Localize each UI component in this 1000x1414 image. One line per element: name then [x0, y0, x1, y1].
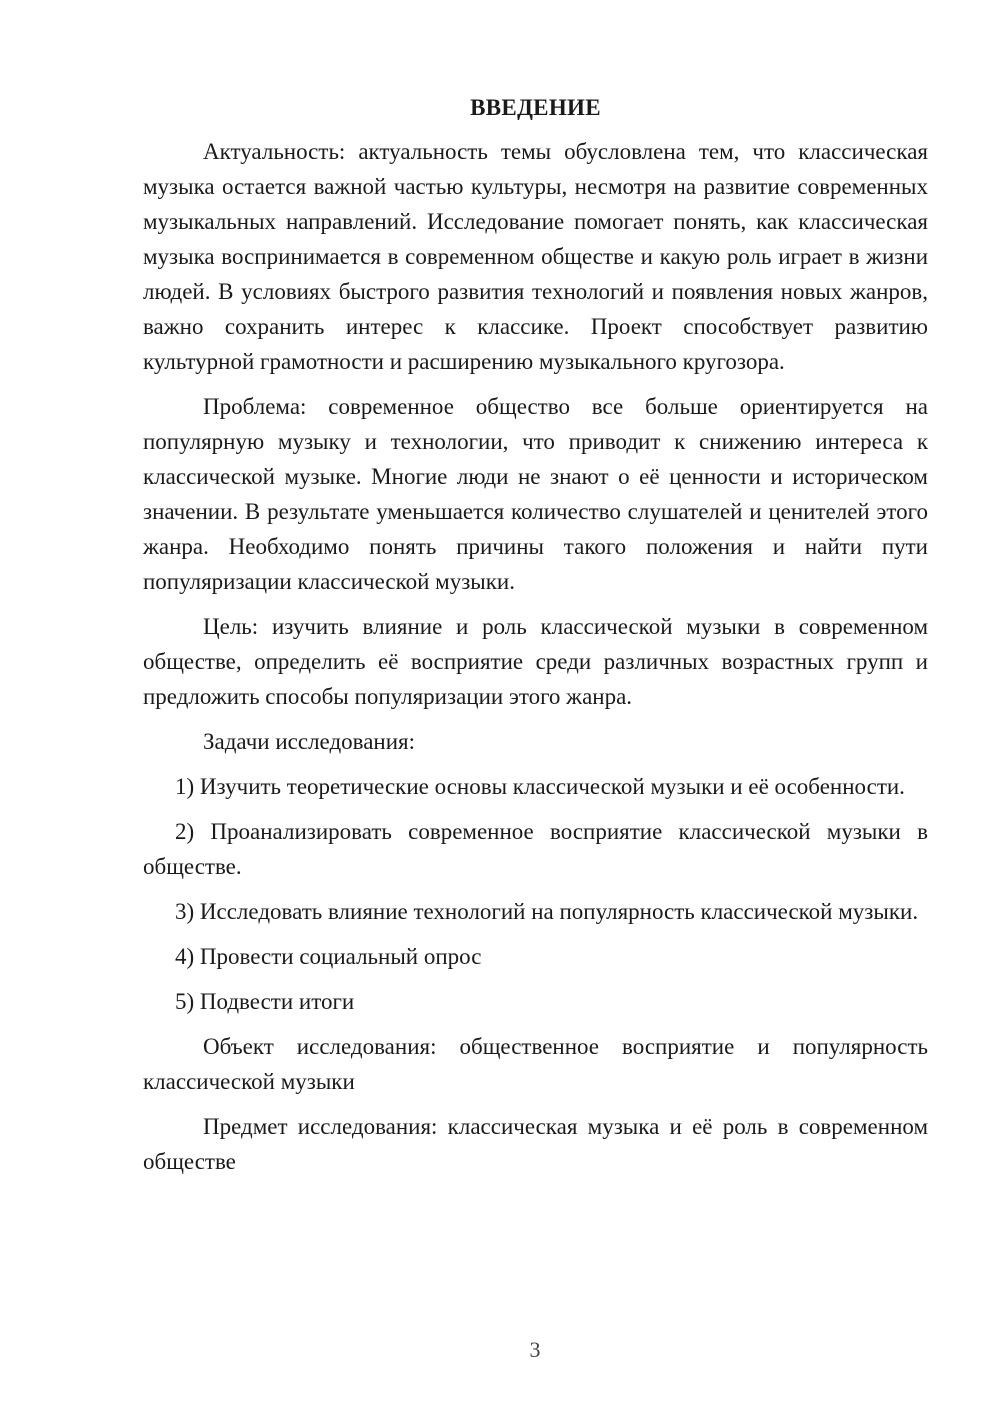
task-item-3: 3) Исследовать влияние технологий на популярность классической музыки.	[175, 899, 919, 924]
page-number: 3	[529, 1337, 541, 1362]
tasks-list	[143, 769, 928, 1019]
task-item-5: 5) Подвести итоги	[175, 989, 355, 1014]
subject-paragraph: Предмет исследования: классическая музыка и её роль в современном обществе	[143, 1114, 928, 1174]
problem-paragraph: Проблема: современное общество все больше ориентируется на популярную музыку и технологии, что приводит к снижению интереса к классической музыке. Многие люди не знают о её ценности и историческом значении. В результате уменьшается количество слушателей и ценителей этого жанра. Необходимо понять причины такого положения и найти пути популяризации классической музыки.	[143, 394, 928, 594]
section-heading: ВВЕДЕНИЕ	[470, 95, 601, 120]
object-paragraph: Объект исследования: общественное восприятие и популярность классической музыки	[143, 1034, 928, 1094]
tasks-title: Задачи исследования:	[203, 729, 416, 754]
task-item-4: 4) Провести социальный опрос	[175, 944, 482, 969]
goal-paragraph: Цель: изучить влияние и роль классической музыки в современном обществе, определить её восприятие среди различных возрастных групп и предложить способы популяризации этого жанра.	[143, 614, 928, 709]
task-item-2: 2) Проанализировать современное восприятие классической музыки в обществе.	[143, 819, 928, 879]
page-content	[143, 90, 928, 1189]
task-item-1: 1) Изучить теоретические основы классической музыки и её особенности.	[175, 774, 905, 799]
relevance-paragraph: Актуальность: актуальность темы обусловлена тем, что классическая музыка остается важной частью культуры, несмотря на развитие современных музыкальных направлений. Исследование помогает понять, как классическая музыка воспринимается в современном обществе и какую роль играет в жизни людей. В условиях быстрого развития технологий и появления новых жанров, важно сохранить интерес к классике. Проект способствует развитию культурной грамотности и расширению музыкального кругозора.	[143, 139, 928, 374]
